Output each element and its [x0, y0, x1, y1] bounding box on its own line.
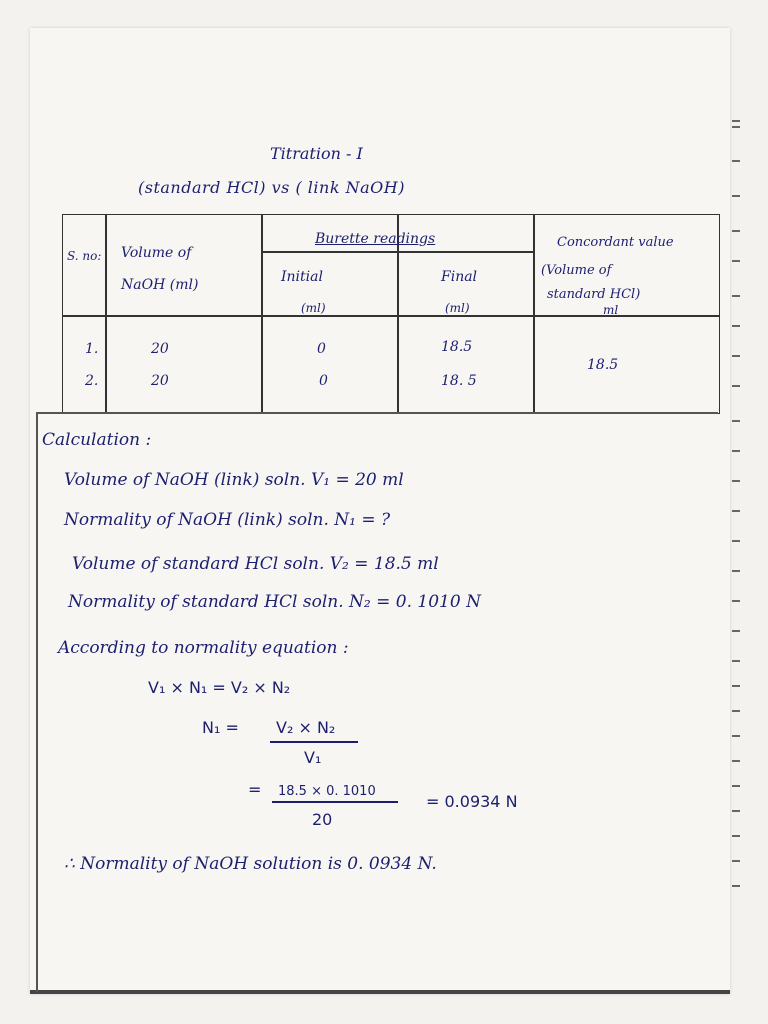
equation-result: = 0.0934 N — [426, 792, 518, 811]
equation-value-denominator: 20 — [312, 810, 333, 829]
equation-n1-fraction-bar — [270, 741, 358, 743]
equation-n1-denominator: V₁ — [304, 748, 322, 767]
header-concordant-line2: (Volume of — [541, 263, 612, 278]
calc-line-4: Normality of standard HCl soln. N₂ = 0. 1010 N — [68, 592, 481, 612]
equation-value-equals: = — [248, 780, 262, 799]
calc-heading: Calculation : — [42, 430, 152, 450]
page-bottom-edge — [30, 990, 730, 994]
calc-frame-top — [36, 412, 718, 414]
page-subtitle: (standard HCl) vs ( link NaOH) — [138, 178, 405, 197]
header-concordant-line3: standard HCl) — [547, 287, 641, 302]
page-title: Titration - I — [270, 144, 363, 163]
header-volume-line2: NaOH (ml) — [121, 277, 199, 293]
header-initial-unit: (ml) — [301, 301, 326, 315]
equation-normality: V₁ × N₁ = V₂ × N₂ — [148, 678, 291, 697]
row1-final: 18.5 — [441, 339, 473, 355]
row2-sno: 2. — [85, 373, 99, 389]
equation-value-fraction-bar — [272, 801, 398, 803]
calc-line-3: Volume of standard HCl soln. V₂ = 18.5 ml — [72, 554, 439, 574]
header-volume-line1: Volume of — [121, 245, 192, 261]
row2-initial: 0 — [319, 373, 328, 389]
calc-frame-left — [36, 412, 38, 992]
header-burette: Burette readings — [315, 231, 436, 247]
calc-line-2: Normality of NaOH (link) soln. N₁ = ? — [64, 510, 391, 530]
row1-initial: 0 — [317, 341, 326, 357]
equation-value-numerator: 18.5 × 0. 1010 — [278, 784, 376, 799]
row2-volume: 20 — [151, 373, 169, 389]
equation-n1-numerator: V₂ × N₂ — [276, 718, 336, 737]
calc-line-5: According to normality equation : — [58, 638, 349, 658]
calc-line-1: Volume of NaOH (link) soln. V₁ = 20 ml — [64, 470, 404, 490]
titration-table — [62, 214, 720, 414]
conclusion: ∴ Normality of NaOH solution is 0. 0934 N. — [64, 854, 437, 874]
equation-n1-lhs: N₁ = — [202, 718, 239, 737]
header-concordant-unit: ml — [603, 303, 619, 317]
row1-volume: 20 — [151, 341, 169, 357]
row2-final: 18. 5 — [441, 373, 477, 389]
concordant-value: 18.5 — [587, 357, 619, 373]
header-final-unit: (ml) — [445, 301, 470, 315]
row1-sno: 1. — [85, 341, 99, 357]
header-initial: Initial — [281, 269, 323, 285]
header-final: Final — [441, 269, 478, 285]
header-sno: S. no: — [67, 249, 102, 263]
header-concordant-line1: Concordant value — [557, 235, 674, 250]
margin-ticks — [732, 120, 742, 920]
